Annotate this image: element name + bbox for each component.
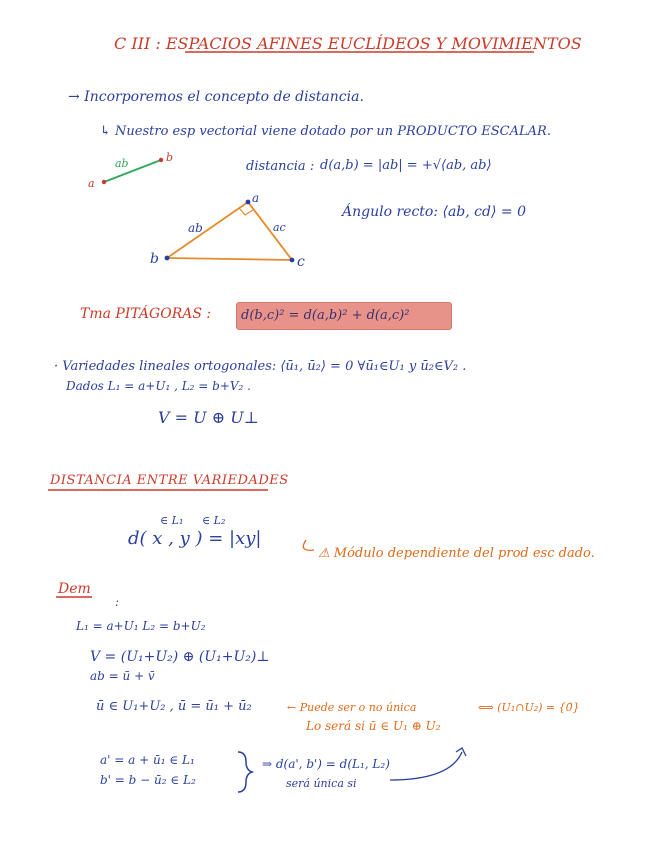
segment-b-label: b xyxy=(166,151,174,164)
dem-line-3: ab = ū + v̄ xyxy=(90,669,155,683)
dem-label: Dem xyxy=(58,581,91,597)
right-angle-note: Ángulo recto: ⟨ab, cd⟩ = 0 xyxy=(342,204,526,220)
dem-line-6a: a' = a + ū₁ ∈ L₁ xyxy=(100,753,195,767)
dem-line-6-result: ⇒ d(a', b') = d(L₁, L₂) xyxy=(262,757,390,771)
superscript-l1: ∈ L₁ xyxy=(160,514,184,527)
dem-line-4-iff: ⟺ (U₁∩U₂) = {0̄} xyxy=(478,701,580,714)
varieties-line-1: · Variedades lineales ortogonales: ⟨ū₁, ū₂⟩ = 0 ∀ū₁∈U₁ y ū₂∈V₂ . xyxy=(54,359,467,374)
intro-line-2: ↳ Nuestro esp vectorial viene dotado por un PRODUCTO ESCALAR. xyxy=(100,124,551,139)
curved-arrow xyxy=(390,752,462,780)
segment-vector-label: ab xyxy=(115,157,129,170)
dem-line-6b: b' = b − ū₂ ∈ L₂ xyxy=(100,773,196,787)
point-a-dot xyxy=(102,180,106,184)
vertex-a-dot xyxy=(246,200,251,205)
page-title: C III : ESPACIOS AFINES EUCLÍDEOS Y MOVIMIENTOS xyxy=(114,34,582,53)
dem-line-4: ū ∈ U₁+U₂ , ū = ū₁ + ū₂ xyxy=(96,699,252,714)
pitagoras-formula: d(b,c)² = d(a,b)² + d(a,c)² xyxy=(241,308,410,323)
side-ac-label: ac xyxy=(273,221,286,234)
varieties-line-3: V = U ⊕ U⊥ xyxy=(158,408,259,427)
vertex-c-dot xyxy=(290,258,295,263)
dem-line-5: Lo será si ū ∈ U₁ ⊕ U₂ xyxy=(306,719,441,733)
distance-heading: DISTANCIA ENTRE VARIEDADES xyxy=(50,473,289,488)
distance-label: distancia : xyxy=(246,159,315,174)
note-hook-arrow xyxy=(303,540,314,550)
vertex-b-dot xyxy=(165,256,170,261)
dem-line-2: V = (U₁+U₂) ⊕ (U₁+U₂)⊥ xyxy=(90,649,270,665)
vertex-a-label: a xyxy=(252,191,260,205)
pitagoras-label: Tma PITÁGORAS : xyxy=(80,306,212,322)
brace xyxy=(238,752,252,792)
dem-colon: : xyxy=(115,595,120,609)
superscript-l2: ∈ L₂ xyxy=(202,514,226,527)
segment-ab xyxy=(104,157,161,182)
distance-note: ⚠ Módulo dependiente del prod esc dado. xyxy=(318,546,595,561)
vertex-c-label: c xyxy=(297,254,305,270)
right-angle-mark xyxy=(239,208,253,215)
dem-line-6-unique: será única si xyxy=(286,777,357,790)
dem-line-1: L₁ = a+U₁ L₂ = b+U₂ xyxy=(76,619,206,633)
dem-line-4-note: ← Puede ser o no única xyxy=(287,701,417,714)
point-b-dot xyxy=(159,158,163,162)
vertex-b-label: b xyxy=(150,251,159,267)
side-ab-label: ab xyxy=(188,221,203,235)
intro-line-1: → Incorporemos el concepto de distancia. xyxy=(68,89,364,105)
segment-a-label: a xyxy=(88,177,95,190)
varieties-line-2: Dados L₁ = a+U₁ , L₂ = b+V₂ . xyxy=(66,379,251,393)
distance-formula: d(a,b) = |ab| = +√⟨ab, ab⟩ xyxy=(320,158,492,173)
distance-formula-main: d( x , y ) = |xy| xyxy=(128,528,262,549)
